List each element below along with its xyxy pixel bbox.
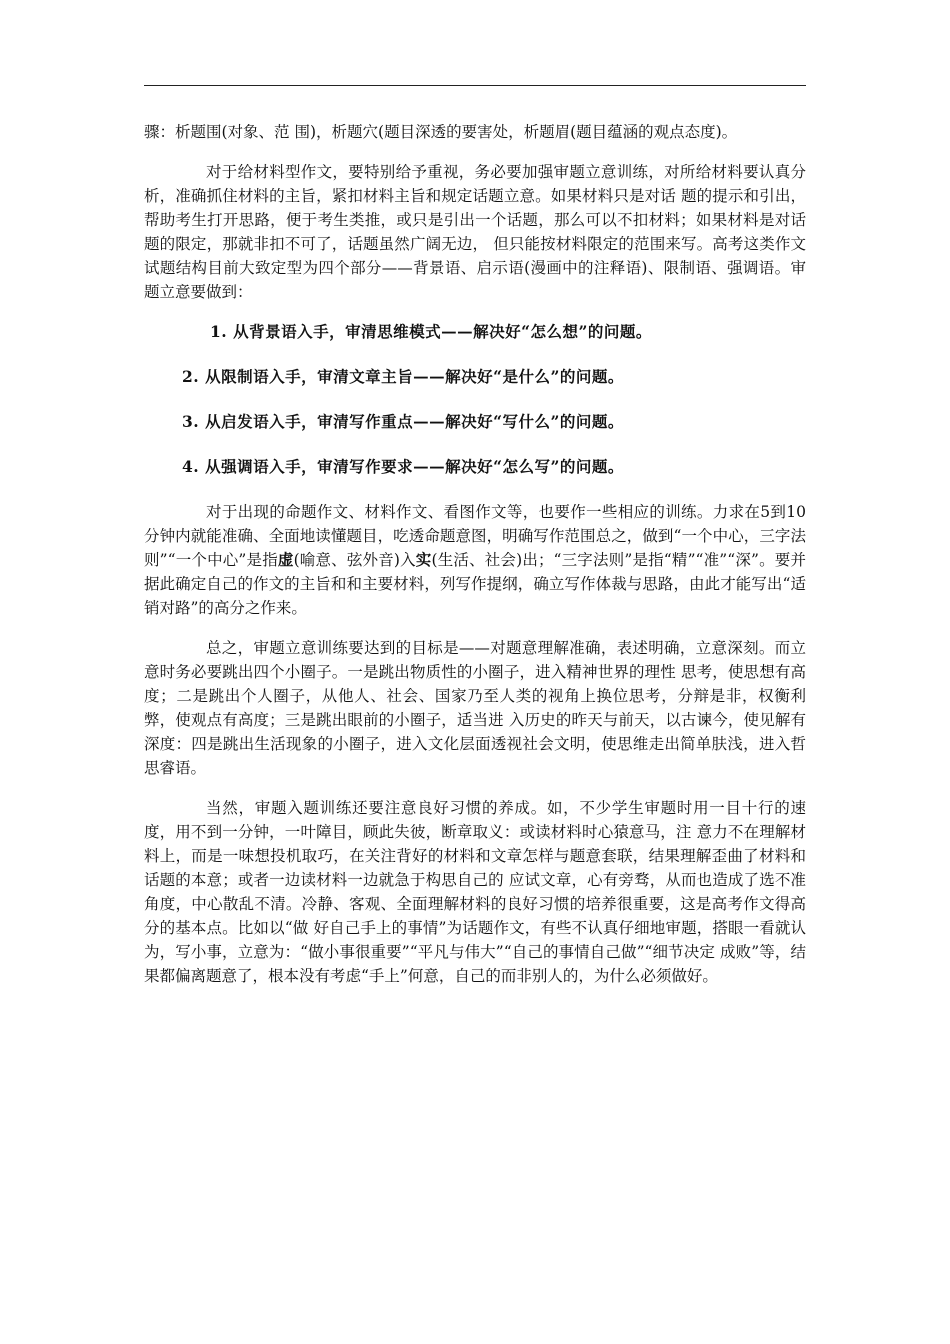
paragraph-material-essay: 对于给材料型作文，要特别给予重视，务必要加强审题立意训练，对所给材料要认真分析，准确抓住材料的主旨，紧扣材料主旨和规定话题立意。如果材料只是对话 题的提示和引出，帮助考生打开思路，便于考生类推，或只是引出一个话题，那么可以不扣材料；如果材料是对话题的限定，那就非扣不可了，话题虽然广阔无边， 但只能按材料限定的范围来写。高考这类作文试题结构目前大致定型为四个部分——背景语、启示语(漫画中的注释语)、限制语、强调语。审题立意要做到： xyxy=(144,163,806,301)
header-rule xyxy=(144,85,806,86)
training-text-c: (生活、社会)出；“三字法则”是指“精”“准”“深”。要并据此确定自己的作文的主旨和和主要材料，列写作提纲，确立写作体裁与思路，由此才能写出“适销对路”的高分之作来。 xyxy=(144,551,806,617)
point-inspiration: 3. 从启发语入手，审清写作重点——解决好“写什么”的问题。 xyxy=(182,412,624,431)
emphasis-xu: 虚 xyxy=(277,550,294,569)
paragraph-habit: 当然，审题入题训练还要注意良好习惯的养成。如，不少学生审题时用一目十行的速度，用不到一分钟，一叶障目，顾此失彼，断章取义：或读材料时心猿意马，注 意力不在理解材料上，而是一味想投机取巧，在关注背好的材料和文章怎样与题意套联，结果理解歪曲了材料和话题的本意；或者一边读材料一边就急于构思自己的 应试文章，心有旁骛，从而也造成了选不准角度，中心散乱不清。冷静、客观、全面理解材料的良好习惯的培养很重要，这是高考作文得高分的基本点。比如以“做 好自己手上的事情”为话题作文，有些不认真仔细地审题，搭眼一看就认为，写小事，立意为：“做小事很重要”“平凡与伟大”“自己的事情自己做”“细节决定 成败”等，结果都偏离题意了，根本没有考虑“手上”何意，自己的而非别人的，为什么必须做好。 xyxy=(144,799,806,985)
point-background: 1. 从背景语入手，审清思维模式——解决好“怎么想”的问题。 xyxy=(210,322,652,341)
emphasis-shi: 实 xyxy=(415,550,432,569)
training-text-b: (喻意、弦外音)入 xyxy=(293,551,416,569)
paragraph-goal: 总之，审题立意训练要达到的目标是——对题意理解准确，表述明确，立意深刻。而立意时务必要跳出四个小圈子。一是跳出物质性的小圈子，进入精神世界的理性 思考，使思想有高度；二是跳出个人圈子，从他人、社会、国家乃至人类的视角上换位思考，分辩是非，权衡利弊，使观点有高度；三是跳出眼前的小圈子，适当进 入历史的昨天与前天，以古谏今，使见解有深度：四是跳出生活现象的小圈子，进入文化层面透视社会文明，使思维走出简单肤浅，进入哲思睿语。 xyxy=(144,639,806,777)
point-emphasis: 4. 从强调语入手，审清写作要求——解决好“怎么写”的问题。 xyxy=(182,457,624,476)
document-body xyxy=(144,120,806,1004)
paragraph-analysis-steps: 骤：析题围(对象、范 围)，析题穴(题目深透的要害处，析题眉(题目蕴涵的观点态度)。 xyxy=(144,123,738,141)
paragraph-training xyxy=(144,500,806,620)
point-restriction: 2. 从限制语入手，审清文章主旨——解决好“是什么”的问题。 xyxy=(182,367,624,386)
training-text-a: 对于出现的命题作文、材料作文、看图作文等，也要作一些相应的训练。力求在5到10分钟内就能准确、全面地读懂题目，吃透命题意图，明确写作范围总之，做到“一个中心，三字法则”“一个中心”是指 xyxy=(144,503,806,569)
